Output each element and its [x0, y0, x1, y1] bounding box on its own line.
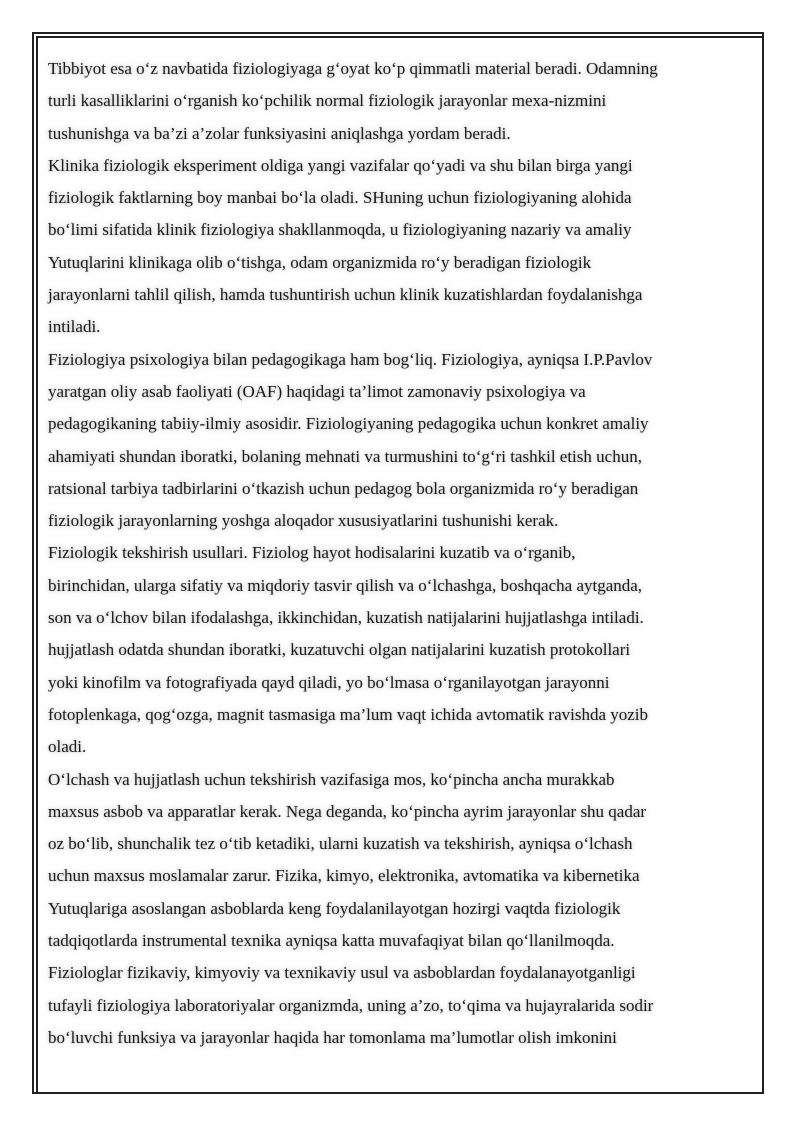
text-line: intiladi. — [48, 317, 101, 337]
text-line: pedagogikaning tabiiy-ilmiy asosidir. Fiziologiyaning pedagogika uchun konkret amaliy — [48, 414, 649, 434]
text-line: fiziologik faktlarning boy manbai bo‘la oladi. SHuning uchun fiziologiyaning alohida — [48, 188, 632, 208]
text-line: Fiziologlar fizikaviy, kimyoviy va texnikaviy usul va asboblardan foydalanayotganligi — [48, 963, 636, 983]
text-line: Yutuqlariga asoslangan asboblarda keng foydalanilayotgan hozirgi vaqtda fiziologik — [48, 898, 621, 918]
text-line: oz bo‘lib, shunchalik tez o‘tib ketadiki, ularni kuzatish va tekshirish, ayniqsa o‘lchash — [48, 834, 633, 854]
text-line: Klinika fiziologik eksperiment oldiga yangi vazifalar qo‘yadi va shu bilan birga yangi — [48, 155, 633, 175]
text-line: Tibbiyot esa o‘z navbatida fiziologiyaga g‘oyat ko‘p qimmatli material beradi. Odamning — [48, 59, 658, 78]
text-line: oladi. — [48, 737, 87, 757]
text-line: jarayonlarni tahlil qilish, hamda tushuntirish uchun klinik kuzatishlardan foydalanishga — [48, 285, 643, 305]
text-line: ahamiyati shundan iboratki, bolaning mehnati va turmushini to‘g‘ri tashkil etish uchun, — [48, 446, 642, 466]
text-line: bo‘limi sifatida klinik fiziologiya shakllanmoqda, u fiziologiyaning nazariy va amaliy — [48, 220, 632, 240]
text-line: tushunishga va ba’zi a’zolar funksiyasini aniqlashga yordam beradi. — [48, 123, 511, 143]
text-line: yaratgan oliy asab faoliyati (OAF) haqidagi ta’limot zamonaviy psixologiya va — [48, 381, 586, 401]
text-line: turli kasalliklarini o‘rganish ko‘pchilik normal fiziologik jarayonlar mexa-nizmini — [48, 91, 607, 111]
text-line: Fiziologiya psixologiya bilan pedagogikaga ham bog‘liq. Fiziologiya, ayniqsa I.P.Pavlov — [48, 349, 653, 369]
text-line: ratsional tarbiya tadbirlarini o‘tkazish uchun pedagog bola organizmida ro‘y beradigan — [48, 478, 639, 498]
text-line: bo‘luvchi funksiya va jarayonlar haqida har tomonlama ma’lumotlar olish imkonini — [48, 1027, 617, 1047]
text-line: hujjatlash odatda shundan iboratki, kuzatuvchi olgan natijalarini kuzatish protokollari — [48, 640, 631, 660]
text-line: birinchidan, ularga sifatiy va miqdoriy tasvir qilish va o‘lchashga, boshqacha aytganda, — [48, 575, 643, 595]
document-text — [48, 53, 738, 1054]
text-line: maxsus asbob va apparatlar kerak. Nega deganda, ko‘pincha ayrim jarayonlar shu qadar — [48, 801, 647, 821]
text-line: O‘lchash va hujjatlash uchun tekshirish vazifasiga mos, ko‘pincha ancha murakkab — [48, 769, 615, 789]
text-line: tadqiqotlarda instrumental texnika ayniqsa katta muvafaqiyat bilan qo‘llanilmoqda. — [48, 931, 615, 951]
text-line: Fiziologik tekshirish usullari. Fiziolog hayot hodisalarini kuzatib va o‘rganib, — [48, 543, 576, 563]
text-line: uchun maxsus moslamalar zarur. Fizika, kimyo, elektronika, avtomatika va kibernetika — [48, 866, 640, 886]
text-line: Yutuqlarini klinikaga olib o‘tishga, odam organizmida ro‘y beradigan fiziologik — [48, 252, 592, 272]
text-line: fiziologik jarayonlarning yoshga aloqador xususiyatlarini tushunishi kerak. — [48, 511, 559, 531]
text-line: fotoplenkaga, qog‘ozga, magnit tasmasiga ma’lum vaqt ichida avtomatik ravishda yozib — [48, 704, 649, 724]
text-line: son va o‘lchov bilan ifodalashga, ikkinchidan, kuzatish natijalarini hujjatlashga intiladi. — [48, 608, 644, 628]
text-line: yoki kinofilm va fotografiyada qayd qiladi, yo bo‘lmasa o‘rganilayotgan jarayonni — [48, 672, 610, 692]
text-line: tufayli fiziologiya laboratoriyalar organizmda, uning a’zo, to‘qima va hujayralarida sodir — [48, 995, 654, 1015]
